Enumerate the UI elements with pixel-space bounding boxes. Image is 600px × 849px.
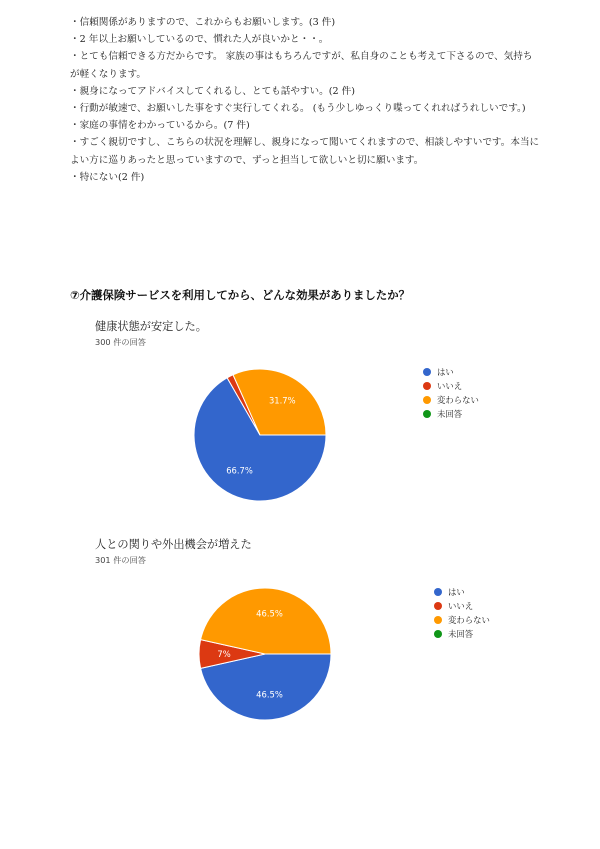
legend-dot xyxy=(434,616,442,624)
legend-item-yes xyxy=(423,365,479,379)
comment-item: ・すごく親切ですし、こちらの状況を理解し、親身になって聞いてくれますので、相談しやすいです。本当によい方に巡りあったと思っていますので、ずっと担当して欲しいと切に願います。 xyxy=(70,137,540,166)
section-title: ⑦介護保険サービスを利用してから、どんな効果がありましたか？ xyxy=(70,288,410,302)
chart-header-social xyxy=(95,536,515,566)
legend-label: はい xyxy=(448,587,465,597)
legend-item-no-answer xyxy=(434,627,490,641)
comment-item: ・行動が敏速で、お願いした事をすぐ実行してくれる。 (もう少しゆっくり喋ってくれればうれしいです。) xyxy=(70,103,526,115)
pie-slice-label: 31.7% xyxy=(268,395,296,406)
chart-title: 人との関りや外出機会が増えた xyxy=(95,538,252,551)
legend-item-no-answer xyxy=(423,407,479,421)
legend-label: 変わらない xyxy=(437,395,479,405)
legend-label: いいえ xyxy=(448,601,474,611)
comment-item: ・特にない(2 件) xyxy=(70,171,145,183)
legend-dot xyxy=(423,396,431,404)
comment-list xyxy=(70,14,540,186)
legend-label: 未回答 xyxy=(448,629,474,639)
legend-item-unchanged xyxy=(423,393,479,407)
comment-item: ・家庭の事情をわかっているから。(7 件) xyxy=(70,120,250,132)
legend-label: 未回答 xyxy=(437,409,463,419)
chart-header-health xyxy=(95,318,515,348)
chart-legend xyxy=(423,365,479,421)
legend-label: はい xyxy=(437,367,454,377)
pie-slice-unchanged xyxy=(201,588,331,654)
comment-item: ・信頼関係がありますので、これからもお願いします。(3 件) xyxy=(70,17,336,28)
pie-chart-health xyxy=(190,365,330,505)
comment-item: ・2 年以上お願いしているので、慣れた人が良いかと・・。 xyxy=(70,34,329,46)
legend-dot xyxy=(423,368,431,376)
chart-title: 健康状態が安定した。 xyxy=(95,320,207,333)
legend-dot xyxy=(434,630,442,638)
pie-slice-label: 7% xyxy=(217,649,231,659)
legend-item-no xyxy=(434,599,490,613)
legend-item-unchanged xyxy=(434,613,490,627)
pie-slice-label: 66.7% xyxy=(226,465,253,476)
pie-chart-social xyxy=(195,584,335,724)
legend-item-yes xyxy=(434,585,490,599)
legend-dot xyxy=(434,602,442,610)
legend-dot xyxy=(423,410,431,418)
pie-slice-label: 46.5% xyxy=(256,608,283,619)
comment-item: ・親身になってアドバイスしてくれるし、とても話やすい。(2 件) xyxy=(70,85,355,97)
comment-item: ・とても信頼できる方だからです。 家族の事はもちろんですが、私自身のことも考えて下さるので、気持ちが軽くなります。 xyxy=(70,51,533,80)
pie-slice-label: 46.5% xyxy=(256,689,283,700)
legend-label: 変わらない xyxy=(448,615,490,625)
chart-legend xyxy=(434,585,490,641)
legend-dot xyxy=(423,382,431,390)
response-count: 301 件の回答 xyxy=(95,555,146,565)
legend-item-no xyxy=(423,379,479,393)
legend-dot xyxy=(434,588,442,596)
response-count: 300 件の回答 xyxy=(95,337,146,347)
legend-label: いいえ xyxy=(437,381,463,391)
